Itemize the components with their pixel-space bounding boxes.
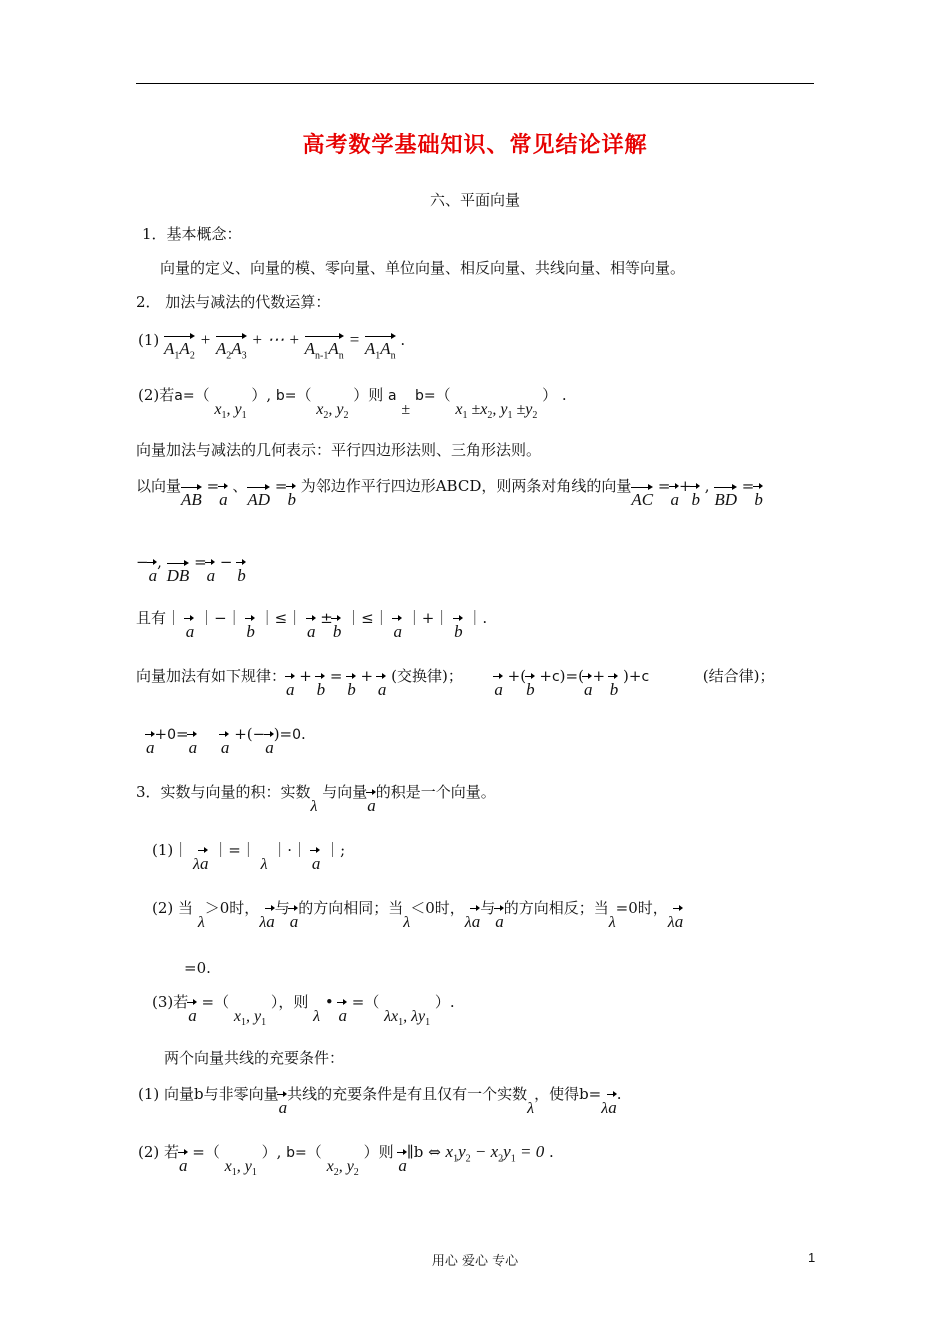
collinear-condition-2: (2) 若a =（ $x_1$, $y_1$ ）, b=（ $x_2$, $y_2$ ）则 a∥b ⇔ $x_1y_2 - x_2y_1 = 0$ .	[138, 1142, 554, 1179]
s3-heading: 3．实数与向量的积：实数λ 与向量a的积是一个向量。	[136, 783, 496, 815]
collinear-heading: 两个向量共线的充要条件：	[164, 1049, 345, 1067]
scalar-coordinates: (3)若a =（ $x_1$, $y_1$ ），则 λ • a =（ $\lambda x_1$, $\lambda y_1$ ）.	[152, 993, 455, 1029]
triangle-inequality: 且有｜ a ｜−｜ b ｜≤｜ a ±b ｜≤｜ a ｜+｜ b ｜.	[136, 609, 488, 641]
page-title: 高考数学基础知识、常见结论详解	[302, 133, 648, 158]
scalar-magnitude: (1)｜ λa ｜=｜ λ ｜·｜ a ｜;	[152, 841, 346, 873]
diagonal-db-line: −a, DB =a − b	[136, 553, 246, 585]
scalar-zero-result: =0.	[184, 959, 211, 977]
collinear-condition-1: (1) 向量b与非零向量a共线的充要条件是有且仅有一个实数λ，使得b=λa.	[138, 1085, 622, 1117]
formula-sum-chain: (1) $A_1A_2 + A_2A_3$ + ⋯ + $A_{n-1}A_n = A_1A_n$ .	[138, 330, 405, 365]
section-heading: 六、平面向量	[429, 191, 520, 209]
formula-coordinates-sum: (2)若a=（ $x_1$, $y_1$ ）, b=（ $x_2$, $y_2$ ）则 a ± b=（ $x_1 \pm x_2$, $y_1 \pm y_2$ ） .	[138, 386, 567, 422]
addition-laws: 向量加法有如下规律：a + b = b + a (交换律)； a +(b +c)=(a+ b )+c (结合律)；	[136, 667, 775, 699]
s1-body: 向量的定义、向量的模、零向量、单位向量、相反向量、共线向量、相等向量。	[160, 259, 686, 277]
page-footer: 用心 爱心 专心	[431, 1254, 519, 1269]
scalar-direction: (2) 当 λ＞0时，λa与a的方向相同；当λ＜0时，λa与a的方向相反；当λ=0时，λa	[152, 899, 684, 931]
header-rule	[136, 83, 814, 84]
s2-heading: 2． 加法与减法的代数运算：	[136, 293, 331, 311]
s1-heading: 1．基本概念：	[142, 225, 242, 243]
geometric-rule: 向量加法与减法的几何表示：平行四边形法则、三角形法则。	[136, 441, 542, 459]
page-number: 1	[808, 1250, 816, 1265]
zero-vector-laws: a+0=a a +(−a)=0.	[146, 725, 306, 757]
parallelogram-line: 以向量AB =a 、AD =b 为邻边作平行四边形ABCD，则两条对角线的向量AC =a+b , BD =b	[136, 477, 763, 509]
